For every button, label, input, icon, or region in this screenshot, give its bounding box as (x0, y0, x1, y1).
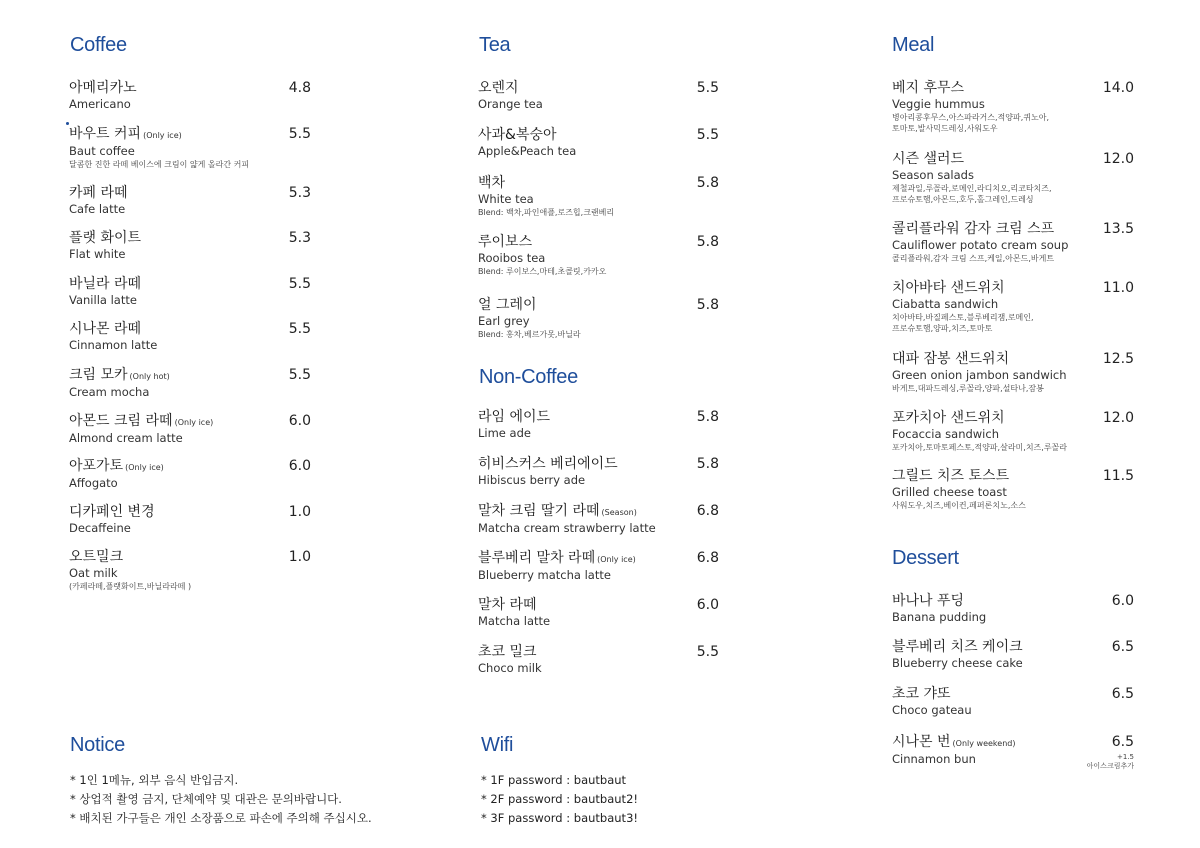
notice-title: Notice (70, 734, 125, 756)
item-price: 6.8 (696, 550, 719, 566)
item-description: 치아바타,바질페스토,블루베리잼,로메인, (892, 313, 1034, 322)
item-name-english: Earl grey (478, 314, 530, 328)
menu-item (69, 458, 164, 491)
menu-item (478, 456, 618, 488)
item-note: (Season) (601, 508, 637, 517)
menu-item (69, 367, 170, 400)
menu-item (69, 549, 191, 592)
item-price: 5.3 (288, 230, 311, 246)
item-name-korean (69, 504, 155, 521)
tea-title: Tea (479, 34, 511, 56)
item-price: 5.8 (696, 409, 719, 425)
item-name-english: Oat milk (69, 566, 118, 580)
item-name-english: Flat white (69, 247, 126, 261)
item-name-english: Focaccia sandwich (892, 427, 999, 441)
item-name-korean-text: 바우트 커피 (69, 126, 142, 142)
menu-item (478, 234, 606, 277)
menu-item (892, 686, 972, 718)
item-name-korean (69, 185, 128, 202)
item-note: (Only ice) (125, 463, 164, 472)
item-price: 12.0 (1102, 151, 1134, 167)
item-name-english: Blueberry cheese cake (892, 656, 1023, 670)
item-description: Blend: 홍차,베르가못,바닐라 (478, 330, 581, 339)
item-name-english: Banana pudding (892, 610, 987, 624)
item-name-korean-text: 크림 모카 (69, 367, 128, 383)
item-name-english: Americano (69, 97, 131, 111)
item-name-korean-text: 시나몬 번 (892, 734, 951, 750)
item-name-korean (69, 80, 137, 97)
item-price: 14.0 (1102, 80, 1134, 96)
item-name-english: Apple&Peach tea (478, 144, 577, 158)
item-name-korean-text: 말차 라떼 (478, 597, 537, 613)
item-name-korean (478, 550, 636, 568)
item-name-english: Green onion jambon sandwich (892, 368, 1067, 382)
menu-item (892, 410, 1067, 453)
meal-title: Meal (892, 34, 935, 56)
item-price: 12.5 (1102, 351, 1134, 367)
accent-dot (66, 122, 69, 125)
item-price: 6.5 (1111, 686, 1134, 702)
item-name-korean-text: 치아바타 샌드위치 (892, 280, 1005, 296)
menu-item (892, 151, 1052, 205)
item-price: 5.5 (288, 321, 311, 337)
item-name-english: Cream mocha (69, 385, 150, 399)
item-name-korean-text: 초코 밀크 (478, 644, 537, 660)
item-description: 달콤한 진한 라떼 베이스에 크림이 얇게 올라간 커피 (69, 160, 250, 169)
item-price: 6.5 (1111, 734, 1134, 750)
item-name-english: Almond cream latte (69, 431, 183, 445)
item-price: 11.0 (1102, 280, 1134, 296)
item-price: 1.0 (288, 549, 311, 565)
item-name-korean (69, 413, 213, 431)
item-name-korean-text: 말차 크림 딸기 라떼 (478, 503, 600, 519)
item-price: 5.8 (696, 234, 719, 250)
item-name-english: Decaffeine (69, 521, 131, 535)
item-name-korean (478, 456, 618, 473)
item-name-english: Blueberry matcha latte (478, 568, 611, 582)
item-name-korean-text: 블루베리 치즈 케이크 (892, 639, 1023, 655)
item-name-korean (892, 221, 1068, 238)
item-price: 5.5 (696, 80, 719, 96)
item-price: 5.5 (696, 127, 719, 143)
item-name-english: Lime ade (478, 426, 531, 440)
item-name-english: Choco gateau (892, 703, 972, 717)
menu-item (69, 80, 137, 112)
item-name-korean (478, 409, 550, 426)
item-description: (카페라떼,플랫화이트,바닐라라떼 ) (69, 582, 192, 591)
item-extra-option-line: 아이스크림추가 (1086, 762, 1134, 770)
item-note: (Only hot) (129, 372, 170, 381)
menu-item (478, 597, 550, 629)
item-name-korean-text: 바닐라 라떼 (69, 276, 142, 292)
item-name-english: Hibiscus berry ade (478, 473, 586, 487)
item-name-korean-text: 오렌지 (478, 80, 519, 96)
item-name-korean (892, 410, 1067, 427)
item-name-korean-text: 사과&복숭아 (478, 127, 557, 143)
menu-item (478, 175, 614, 218)
item-price: 5.5 (288, 367, 311, 383)
item-name-korean-text: 히비스커스 베리에이드 (478, 456, 618, 472)
wifi-line: * 2F password : bautbaut2! (481, 792, 638, 806)
item-price: 5.8 (696, 456, 719, 472)
item-name-english: Ciabatta sandwich (892, 297, 999, 311)
item-name-korean-text: 아메리카노 (69, 80, 137, 96)
item-extra-option-line: +1.5 (1117, 753, 1134, 761)
item-name-korean (478, 597, 550, 614)
item-name-korean (892, 280, 1034, 297)
wifi-title: Wifi (481, 734, 514, 756)
menu-item (892, 593, 986, 625)
item-price: 13.5 (1102, 221, 1134, 237)
menu-item (892, 80, 1049, 134)
menu-item (478, 409, 550, 441)
item-name-english: Cauliflower potato cream soup (892, 238, 1069, 252)
item-description: 콜리플라워,감자 크림 스프,케일,아몬드,바게트 (892, 254, 1055, 263)
item-name-korean-text: 얼 그레이 (478, 297, 537, 313)
item-name-korean-text: 라임 에이드 (478, 409, 551, 425)
menu-item (892, 639, 1023, 671)
item-name-korean-text: 베지 후무스 (892, 80, 965, 96)
item-name-korean-text: 시즌 샐러드 (892, 151, 965, 167)
item-name-korean-text: 포카치아 샌드위치 (892, 410, 1005, 426)
item-name-english: Choco milk (478, 661, 542, 675)
item-name-english: Matcha latte (478, 614, 551, 628)
menu-item (892, 221, 1068, 264)
item-name-korean (69, 458, 164, 476)
item-name-korean-text: 카페 라떼 (69, 185, 128, 201)
item-name-korean-text: 플랫 화이트 (69, 230, 142, 246)
menu-item (478, 297, 581, 340)
menu-item (892, 280, 1034, 334)
menu-item (69, 504, 155, 536)
item-price: 6.0 (696, 597, 719, 613)
item-description: 제철과일,루꼴라,로메인,라디치오,리코타치즈, (892, 184, 1052, 193)
item-price: 6.0 (288, 458, 311, 474)
item-name-english: Rooibos tea (478, 251, 546, 265)
item-name-english: Cinnamon bun (892, 752, 976, 766)
notice-line: * 배치된 가구들은 개인 소장품으로 파손에 주의해 주십시오. (70, 811, 372, 825)
item-name-korean-text: 초코 갸또 (892, 686, 951, 702)
item-price: 11.5 (1102, 468, 1134, 484)
item-name-english: Cafe latte (69, 202, 126, 216)
item-description: Blend: 백차,파인애플,로즈힙,크랜베리 (478, 208, 615, 217)
item-name-korean (478, 503, 656, 521)
item-note: (Only ice) (143, 131, 182, 140)
menu-item (892, 468, 1026, 511)
coffee-title: Coffee (70, 34, 127, 56)
item-name-korean (892, 151, 1052, 168)
item-price: 12.0 (1102, 410, 1134, 426)
item-note: (Only weekend) (952, 739, 1016, 748)
item-name-korean-text: 블루베리 말차 라떼 (478, 550, 596, 566)
item-name-korean (478, 297, 581, 314)
item-name-korean (478, 175, 614, 192)
menu-item (478, 80, 543, 112)
item-name-korean (69, 126, 249, 144)
item-name-korean-text: 바나나 푸딩 (892, 593, 965, 609)
item-price: 5.8 (696, 297, 719, 313)
item-price: 6.5 (1111, 639, 1134, 655)
menu-item (478, 127, 576, 159)
item-price: 5.3 (288, 185, 311, 201)
item-name-korean (478, 80, 543, 97)
menu-item (69, 413, 213, 446)
item-name-korean-text: 오트밀크 (69, 549, 124, 565)
item-name-korean (892, 468, 1026, 485)
item-name-korean-text: 루이보스 (478, 234, 533, 250)
item-price: 5.5 (288, 276, 311, 292)
item-name-korean (892, 639, 1023, 656)
item-name-korean-text: 아몬드 크림 라떼 (69, 413, 173, 429)
item-name-korean-text: 백차 (478, 175, 506, 191)
item-price: 6.8 (696, 503, 719, 519)
menu-item (478, 503, 656, 536)
item-name-korean (892, 686, 972, 703)
item-name-korean (892, 734, 1015, 752)
item-price: 5.5 (288, 126, 311, 142)
item-note: (Only ice) (174, 418, 214, 427)
item-name-korean (69, 230, 141, 247)
item-note: (Only ice) (597, 555, 636, 564)
item-description: 병아리콩후무스,아스파라거스,적양파,퀴노아, (892, 113, 1050, 122)
menu-item (69, 185, 128, 217)
item-name-korean (69, 321, 157, 338)
item-name-korean-text: 그릴드 치즈 토스트 (892, 468, 1010, 484)
menu-item (69, 276, 141, 308)
item-price: 6.0 (1111, 593, 1134, 609)
item-price: 4.8 (288, 80, 311, 96)
item-name-english: Vanilla latte (69, 293, 137, 307)
item-name-korean (69, 549, 191, 566)
dessert-title: Dessert (892, 547, 959, 569)
item-name-english: Affogato (69, 476, 118, 490)
item-name-korean-text: 대파 잠봉 샌드위치 (892, 351, 1010, 367)
menu-item (478, 644, 542, 676)
item-name-korean (478, 127, 576, 144)
item-name-korean (892, 351, 1067, 368)
item-price: 1.0 (288, 504, 311, 520)
item-name-korean-text: 시나몬 라떼 (69, 321, 142, 337)
item-description: 프로슈토햄,양파,치즈,토마토 (892, 324, 993, 333)
item-name-english: Season salads (892, 168, 974, 182)
item-name-english: Veggie hummus (892, 97, 985, 111)
menu-item (892, 734, 1015, 767)
item-description: 바게트,대파드레싱,루꼴라,양파,설타나,잠봉 (892, 384, 1044, 393)
item-price: 6.0 (288, 413, 311, 429)
item-name-korean (69, 367, 170, 385)
item-name-korean-text: 디카페인 변경 (69, 504, 155, 520)
item-price: 5.5 (696, 644, 719, 660)
menu-item (69, 126, 249, 170)
item-description: 포카치아,토마토페스토,적양파,살라미,치즈,루꼴라 (892, 443, 1068, 452)
item-name-korean (478, 234, 606, 251)
item-name-korean (892, 80, 1049, 97)
notice-list (70, 771, 372, 828)
item-description: 사워도우,치즈,베이컨,페퍼론치노,소스 (892, 501, 1026, 510)
item-description: 토마토,발사믹드레싱,사워도우 (892, 124, 998, 133)
item-description: 프로슈토햄,아몬드,호두,홀그레인,드레싱 (892, 195, 1034, 204)
notice-line: * 1인 1메뉴, 외부 음식 반입금지. (70, 773, 239, 787)
wifi-line: * 1F password : bautbaut (481, 773, 627, 787)
item-name-korean (478, 644, 542, 661)
notice-line: * 상업적 촬영 금지, 단체예약 및 대관은 문의바랍니다. (70, 792, 342, 806)
item-name-english: White tea (478, 192, 534, 206)
menu-item (478, 550, 636, 583)
item-name-korean-text: 콜리플라워 감자 크림 스프 (892, 221, 1055, 237)
item-name-korean (892, 593, 986, 610)
wifi-line: * 3F password : bautbaut3! (481, 811, 638, 825)
menu-item (69, 230, 141, 262)
item-name-english: Cinnamon latte (69, 338, 158, 352)
item-name-korean-text: 아포가토 (69, 458, 124, 474)
item-description: Blend: 루이보스,마테,초콜릿,카카오 (478, 267, 607, 276)
item-name-english: Baut coffee (69, 144, 135, 158)
item-extra-option (1087, 753, 1134, 771)
item-price: 5.8 (696, 175, 719, 191)
item-name-english: Orange tea (478, 97, 543, 111)
menu-item (892, 351, 1067, 394)
item-name-korean (69, 276, 141, 293)
wifi-list (481, 771, 638, 828)
menu-item (69, 321, 157, 353)
non-coffee-title: Non-Coffee (479, 366, 578, 388)
item-name-english: Matcha cream strawberry latte (478, 521, 656, 535)
item-name-english: Grilled cheese toast (892, 485, 1007, 499)
